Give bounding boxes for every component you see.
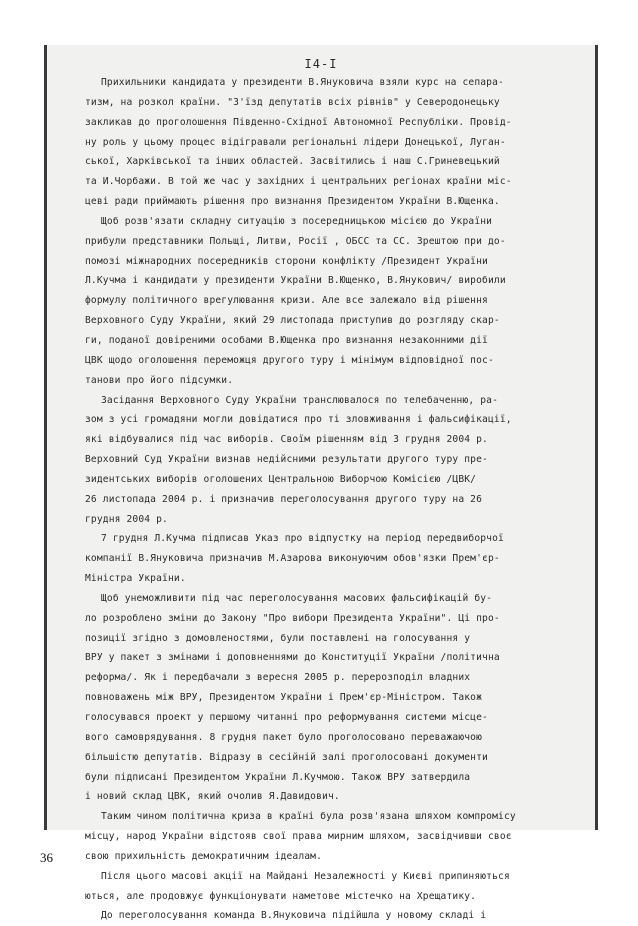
text-line: прибули представники Польщі, Литви, Росії , ОБСС та СС. Зрештою при до- (85, 235, 506, 247)
text-line: компанії В.Януковича призначив М.Азарова виконуючим обов'язки Прем'єр- (85, 553, 500, 565)
text-line: реформа/. Як і передбачали з вересня 2005 р. перерозподіл владних (85, 672, 471, 684)
text-line: зом з усі громадяни могли довідатися про ті зловживання і фальсифікації, (85, 414, 512, 426)
text-line: повноважень між ВРУ, Президентом України і Прем'єр-Міністром. Також (85, 692, 483, 704)
text-line: ються, але продовжує функціонувати наметове містечко на Хрещатику. (85, 890, 477, 902)
text-line: ВРУ у пакет з змінами і доповненнями до Конституції України /політична (85, 652, 500, 664)
text-line: формулу політичного врегулювання кризи. Але все залежало від рішення (85, 295, 488, 307)
text-line: танови про його підсумки. (85, 374, 234, 386)
text-line: До переголосування команда В.Януковича підійшла у новому складі і (101, 910, 487, 922)
text-line: Щоб унеможливити під час переголосування масових фальсифікацій бу- (101, 592, 493, 604)
text-line: голосувався проект у першому читанні про реформування системи місце- (85, 712, 488, 723)
text-line: та И.Чорбажи. В той же час у західних і центральних регіонах країни міс- (85, 176, 512, 188)
text-line: вого самоврядування. 8 грудня пакет було проголосовано переважаючою (85, 731, 483, 743)
text-line: місцу, народ України відстояв свої права мирним шляхом, засвідчивши своє (85, 831, 512, 843)
text-line: позиції згідно з домовленостями, були поставлені на голосування у (85, 632, 471, 644)
text-line: Засідання Верховного Суду України транслювалося по телебаченню, ра- (101, 394, 499, 406)
text-line: які відбувалися під час виборів. Своїм рішенням від 3 грудня 2004 р. (85, 434, 488, 446)
text-line: ської, Харківської та інших областей. Засвітились і наш С.Гриневецький (85, 156, 500, 168)
text-line: ЦВК щодо оголошення переможця другого туру і мінімум відповідної пос- (85, 354, 494, 366)
text-line: Щоб розв'язати складну ситуацію з посередницькою місією до України (101, 215, 493, 227)
page-header: I4-I (304, 57, 338, 71)
text-line: Прихильники кандидата у президенти В.Януковича взяли курс на сепара- (101, 77, 504, 88)
text-line: закликав до проголошення Південно-Східної Автономної Республіки. Провід- (85, 116, 512, 128)
text-line: ло розроблено зміни до Закону "Про вибори Президента України". Ці про- (85, 612, 500, 624)
text-line: 7 грудня Л.Кучма підписав Указ про відпустку на період передвиборчої (101, 533, 504, 545)
text-line: були підписані Президентом України Л.Кучмою. Також ВРУ затвердила (85, 771, 471, 783)
text-line: свою прихильність демократичним ідеалам. (85, 850, 323, 862)
text-line: і новий склад ЦВК, який очолив Я.Давидович. (85, 791, 340, 803)
text-line: більшістю депутатів. Відразу в сесійній залі проголосовані документи (85, 751, 488, 763)
text-line: ги, поданої довіреними особами В.Ющенка про визнання незаконними дії (85, 334, 488, 346)
text-line: помозі міжнародних посередників сторони конфлікту /Президент України (85, 255, 488, 267)
text-line: цеві ради приймають рішення про визнання Президентом України В.Ющенка. (85, 196, 500, 208)
text-line: ну роль у цьому процес відігравали регіональні лідери Донецької, Луган- (85, 136, 506, 148)
text-line: тизм, на розкол країни. "З'їзд депутатів всіх рівнів" у Северодонецьку (85, 96, 500, 108)
text-line: грудня 2004 р. (85, 513, 168, 525)
text-line: зидентських виборів оголошених Центральною Виборчою Комісією /ЦВК/ (85, 473, 477, 485)
text-line: Після цього масові акції на Майдані Незалежності у Києві припиняються (101, 870, 510, 882)
text-line: 26 листопада 2004 р. і призначив переголосування другого туру на 26 (85, 493, 483, 505)
text-line: Міністра України. (85, 573, 186, 585)
text-line: Верховного Суду України, який 29 листопада приступив до розгляду скар- (85, 315, 500, 327)
document-body (85, 73, 577, 926)
text-line: Л.Кучма і кандидати у президенти України В.Ющенко, В.Янукович/ виробили (85, 275, 506, 287)
text-line: Верховний Суд України визнав недійсними результати другого туру пре- (85, 454, 488, 466)
text-line: Таким чином політична криза в країні була розв'язана шляхом компромісу (101, 811, 516, 823)
page-number: 36 (40, 850, 53, 865)
